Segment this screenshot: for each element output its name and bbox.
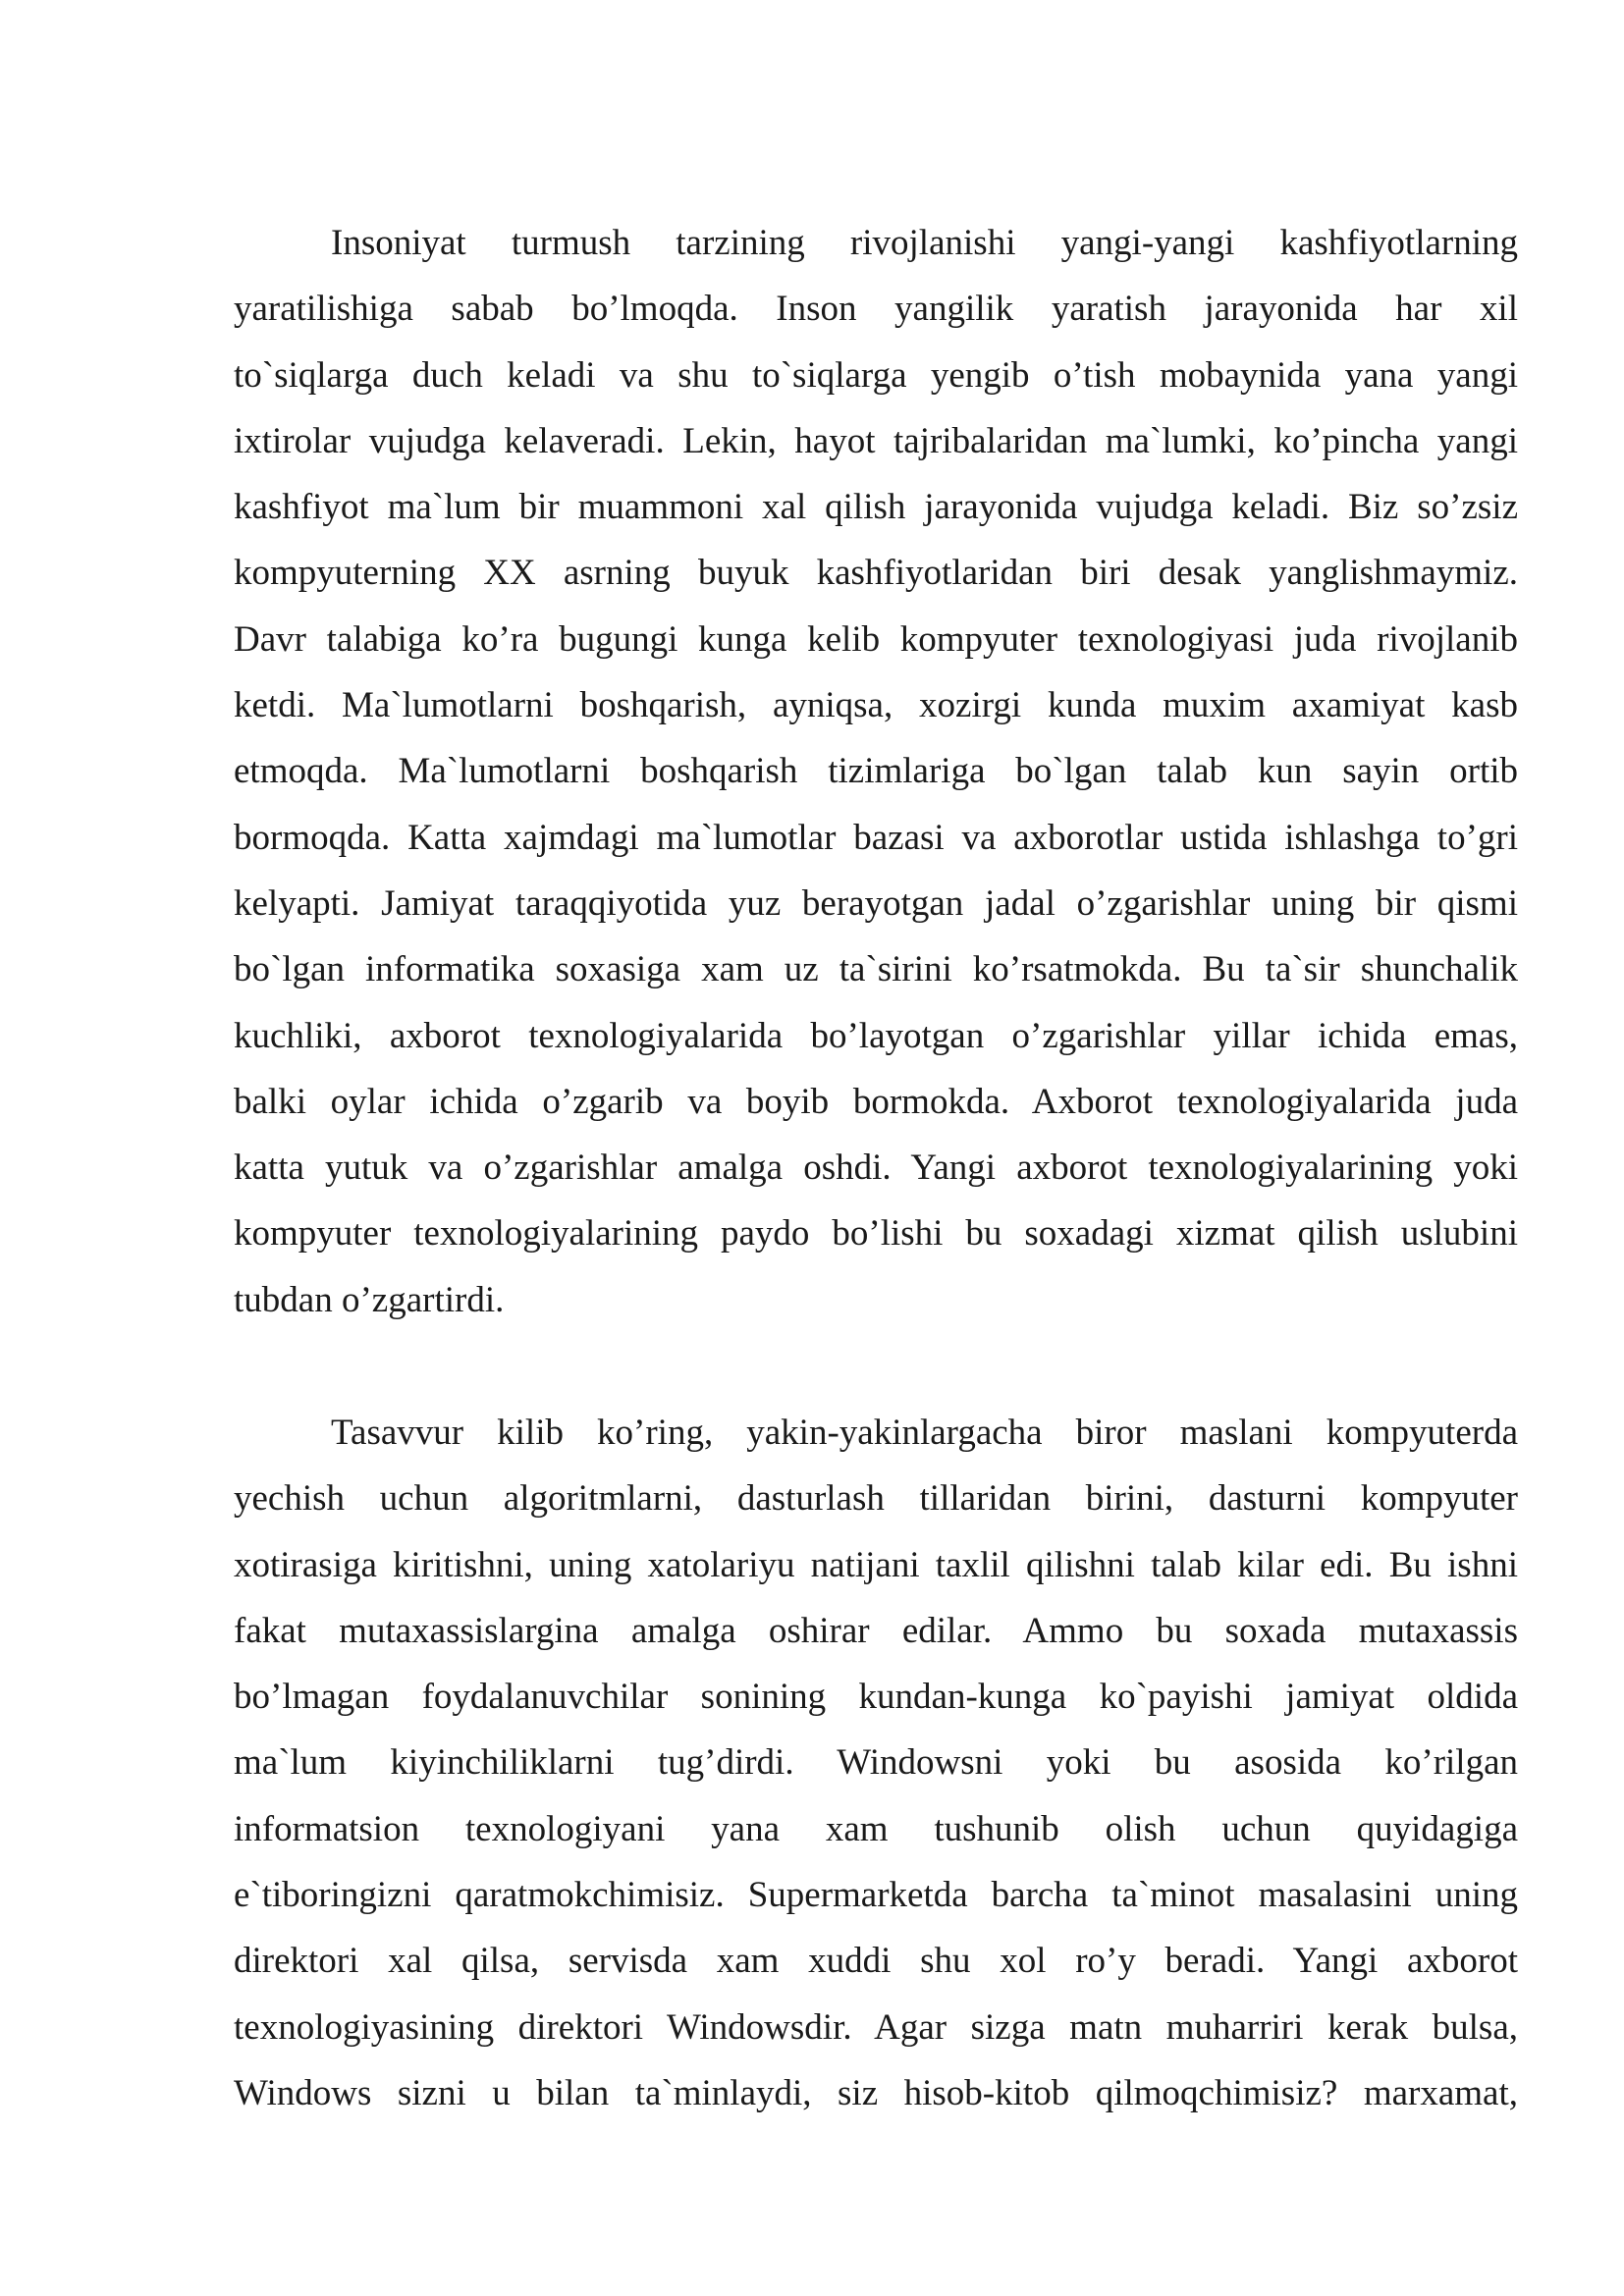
paragraph-line: bormoqda. Katta xajmdagi ma`lumotlar bazasi va axborotlar ustida ishlashga to’gri [234, 817, 1518, 858]
paragraph-line: texnologiyasining direktori Windowsdir. Agar sizga matn muharriri kerak bulsa, [234, 2006, 1518, 2048]
paragraph-line: e`tiboringizni qaratmokchimisiz. Supermarketda barcha ta`minot masalasini uning [234, 1875, 1518, 1916]
paragraph-line: Windows sizni u bilan ta`minlaydi, siz hisob-kitob qilmoqchimisiz? marxamat, [234, 2072, 1518, 2113]
paragraph-line: yechish uchun algoritmlarni, dasturlash tillaridan birini, dasturni kompyuter [234, 1478, 1518, 1520]
paragraph-line: ma`lum kiyinchiliklarni tug’dirdi. Windowsni yoki bu asosida ko’rilgan [234, 1742, 1518, 1784]
paragraph-line: etmoqda. Ma`lumotlarni boshqarish tizimlariga bo`lgan talab kun sayin ortib [234, 751, 1518, 792]
paragraph-line: xotirasiga kiritishni, uning xatolariyu natijani taxlil qilishni talab kilar edi. Bu ishni [234, 1544, 1518, 1585]
paragraph-line: informatsion texnologiyani yana xam tushunib olish uchun quyidagiga [234, 1808, 1518, 1849]
paragraph-line: Tasavvur kilib ko’ring, yakin-yakinlargacha biror maslani kompyuterda [331, 1413, 1518, 1453]
paragraph-2 [234, 1400, 1518, 2126]
paragraph-line: katta yutuk va o’zgarishlar amalga oshdi. Yangi axborot texnologiyalarining yoki [234, 1148, 1518, 1189]
paragraph-line: yaratilishiga sabab bo’lmoqda. Inson yangilik yaratish jarayonida har xil [234, 289, 1518, 330]
paragraph-line: bo’lmagan foydalanuvchilar sonining kundan-kunga ko`payishi jamiyat oldida [234, 1677, 1518, 1718]
paragraph-line: fakat mutaxassislargina amalga oshirar edilar. Ammo bu soxada mutaxassis [234, 1610, 1518, 1651]
paragraph-line: to`siqlarga duch keladi va shu to`siqlarga yengib o’tish mobaynida yana yangi [234, 354, 1518, 396]
paragraph-1 [234, 210, 1518, 1333]
paragraph-line: bo`lgan informatika soxasiga xam uz ta`sirini ko’rsatmokda. Bu ta`sir shunchalik [234, 949, 1518, 990]
paragraph-line: Davr talabiga ko’ra bugungi kunga kelib kompyuter texnologiyasi juda rivojlanib [234, 618, 1518, 660]
paragraph-line: direktori xal qilsa, servisda xam xuddi shu xol ro’y beradi. Yangi axborot [234, 1941, 1518, 1982]
paragraph-line: ketdi. Ma`lumotlarni boshqarish, ayniqsa, xozirgi kunda muxim axamiyat kasb [234, 685, 1518, 726]
paragraph-line: kompyuterning XX asrning buyuk kashfiyotlaridan biri desak yanglishmaymiz. [234, 553, 1518, 594]
paragraph-line: kompyuter texnologiyalarining paydo bo’lishi bu soxadagi xizmat qilish uslubini [234, 1213, 1518, 1255]
paragraph-line: Insoniyat turmush tarzining rivojlanishi yangi-yangi kashfiyotlarning [331, 223, 1518, 263]
paragraph-line: balki oylar ichida o’zgarib va boyib bormokda. Axborot texnologiyalarida juda [234, 1081, 1518, 1122]
paragraph-line: ixtirolar vujudga kelaveradi. Lekin, hayot tajribalaridan ma`lumki, ko’pincha yangi [234, 420, 1518, 461]
paragraph-line: tubdan o’zgartirdi. [234, 1279, 505, 1320]
paragraph-line: kashfiyot ma`lum bir muammoni xal qilish jarayonida vujudga keladi. Biz so’zsiz [234, 487, 1518, 528]
paragraph-line: kelyapti. Jamiyat taraqqiyotida yuz berayotgan jadal o’zgarishlar uning bir qismi [234, 882, 1518, 924]
paragraph-line: kuchliki, axborot texnologiyalarida bo’layotgan o’zgarishlar yillar ichida emas, [234, 1015, 1518, 1056]
